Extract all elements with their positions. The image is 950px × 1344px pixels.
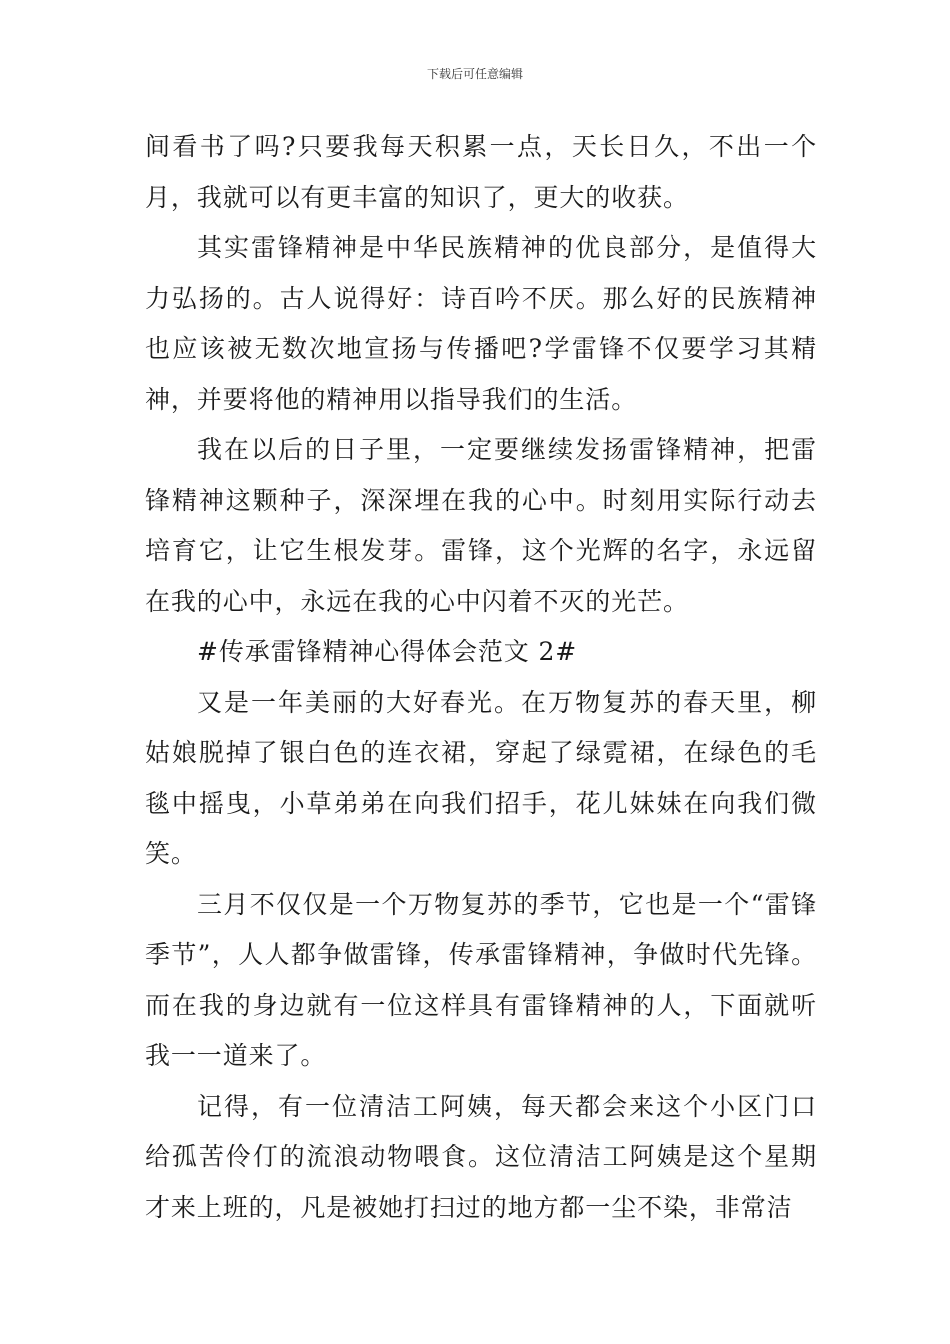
paragraph-cleaner: 记得，有一位清洁工阿姨，每天都会来这个小区门口给孤苦伶仃的流浪动物喂食。这位清洁工阿姨是这个星期才来上班的，凡是被她打扫过的地方都一尘不染，非常洁 xyxy=(145,1091,817,1222)
paragraph-future-resolve: 我在以后的日子里，一定要继续发扬雷锋精神，把雷锋精神这颗种子，深深埋在我的心中。时刻用实际行动去培育它，让它生根发芽。雷锋，这个光辉的名字，永远留在我的心中，永远在我的心中闪着不灭的光芒。 xyxy=(145,435,817,616)
paragraph-continuation: 间看书了吗?只要我每天积累一点，天长日久，不出一个月，我就可以有更丰富的知识了，更大的收获。 xyxy=(145,132,817,212)
document-body xyxy=(145,122,817,1233)
paragraph-march: 三月不仅仅是一个万物复苏的季节，它也是一个“雷锋季节”，人人都争做雷锋，传承雷锋精神，争做时代先锋。而在我的身边就有一位这样具有雷锋精神的人，下面就听我一一道来了。 xyxy=(145,889,817,1070)
page-header: 下载后可任意编辑 xyxy=(426,67,523,81)
section-heading: #传承雷锋精神心得体会范文 2# xyxy=(197,637,578,666)
paragraph-spring: 又是一年美丽的大好春光。在万物复苏的春天里，柳姑娘脱掉了银白色的连衣裙，穿起了绿霓裙，在绿色的毛毯中摇曳，小草弟弟在向我们招手，花儿妹妹在向我们微笑。 xyxy=(145,687,817,868)
paragraph-leifeng-spirit: 其实雷锋精神是中华民族精神的优良部分，是值得大力弘扬的。古人说得好：诗百吟不厌。那么好的民族精神也应该被无数次地宣扬与传播吧?学雷锋不仅要学习其精神，并要将他的精神用以指导我们的生活。 xyxy=(145,233,817,414)
